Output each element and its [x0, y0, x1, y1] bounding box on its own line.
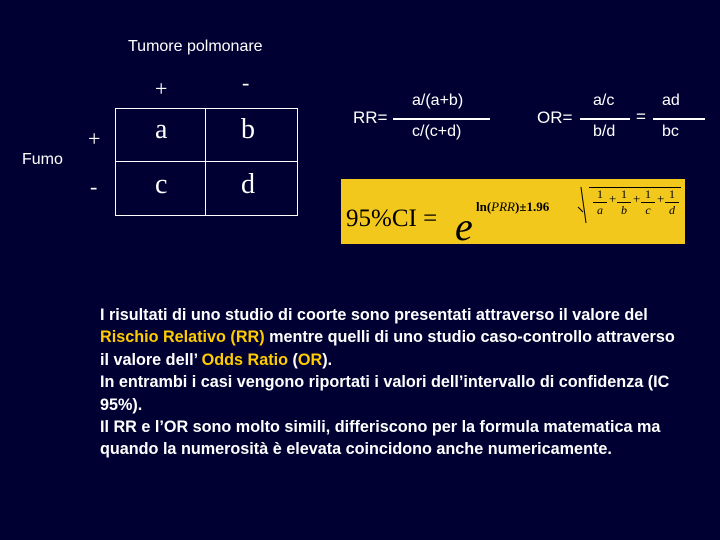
- para-text: (: [288, 350, 298, 369]
- rr-fraction-bar: [393, 118, 490, 120]
- para-text: Il RR e l’OR sono molto simili, differiscono per la formula matematica ma quando la numerosità è elevata coincidono anche numericamente.: [100, 418, 661, 459]
- row-label-fumo: Fumo: [22, 151, 63, 168]
- plus-sign: +: [609, 191, 617, 206]
- row-header-plus: +: [88, 126, 101, 151]
- highlight-rr: Rischio Relativo (RR): [100, 328, 265, 347]
- confidence-interval-formula: [341, 179, 685, 249]
- contingency-grid: [115, 108, 298, 216]
- or-fraction-bar-2: [653, 118, 705, 120]
- highlight-or: OR: [297, 350, 323, 369]
- ci-exp-ln: ln(: [476, 199, 492, 214]
- or-numerator: a/c: [593, 92, 615, 109]
- highlight-odds-ratio: Odds Ratio: [201, 350, 289, 369]
- frac-1-a: 1 a: [591, 188, 609, 217]
- para-text: In entrambi i casi vengono riportati i valori dell’intervallo di confidenza (IC 95%).: [100, 373, 670, 414]
- row-header-minus: -: [90, 174, 98, 199]
- ci-exponent: [476, 199, 549, 215]
- para-text: mentre quelli di uno studio caso-controllo attraverso il valore dell’: [100, 328, 675, 369]
- ci-exp-pm: )±1.96: [515, 199, 550, 214]
- para-text: ).: [322, 350, 333, 369]
- grid-vertical-divider: [205, 109, 206, 215]
- or-fraction-bar: [580, 118, 630, 120]
- table-title: Tumore polmonare: [128, 38, 263, 55]
- explanation-paragraph: [100, 304, 680, 461]
- para-text: I risultati di uno studio di coorte sono presentati attraverso il valore del: [100, 306, 648, 324]
- plus-sign: +: [657, 191, 665, 206]
- cell-c: c: [155, 169, 168, 200]
- rr-label: RR=: [353, 108, 388, 127]
- or-denominator-2: bc: [662, 123, 679, 140]
- or-denominator: b/d: [593, 123, 616, 140]
- sqrt-stroke: [580, 187, 586, 223]
- ci-exponential-base: e: [455, 204, 473, 249]
- rr-denominator: c/(c+d): [412, 123, 462, 140]
- or-numerator-2: ad: [662, 92, 680, 109]
- frac-1-d: 1 d: [663, 188, 681, 217]
- frac-1-b: 1 b: [615, 188, 633, 217]
- ci-exp-prr: PRR: [491, 199, 515, 214]
- cell-d: d: [241, 169, 255, 200]
- plus-sign: +: [633, 191, 641, 206]
- grid-horizontal-divider: [116, 161, 297, 162]
- or-equals: =: [636, 107, 646, 126]
- ci-lhs: 95%CI =: [346, 205, 438, 232]
- frac-1-c: 1 c: [639, 188, 657, 217]
- cell-a: a: [155, 114, 168, 145]
- cell-b: b: [241, 114, 255, 145]
- rr-numerator: a/(a+b): [412, 92, 464, 109]
- column-header-minus: -: [242, 70, 250, 95]
- or-label: OR=: [537, 108, 573, 127]
- column-header-plus: +: [155, 76, 168, 101]
